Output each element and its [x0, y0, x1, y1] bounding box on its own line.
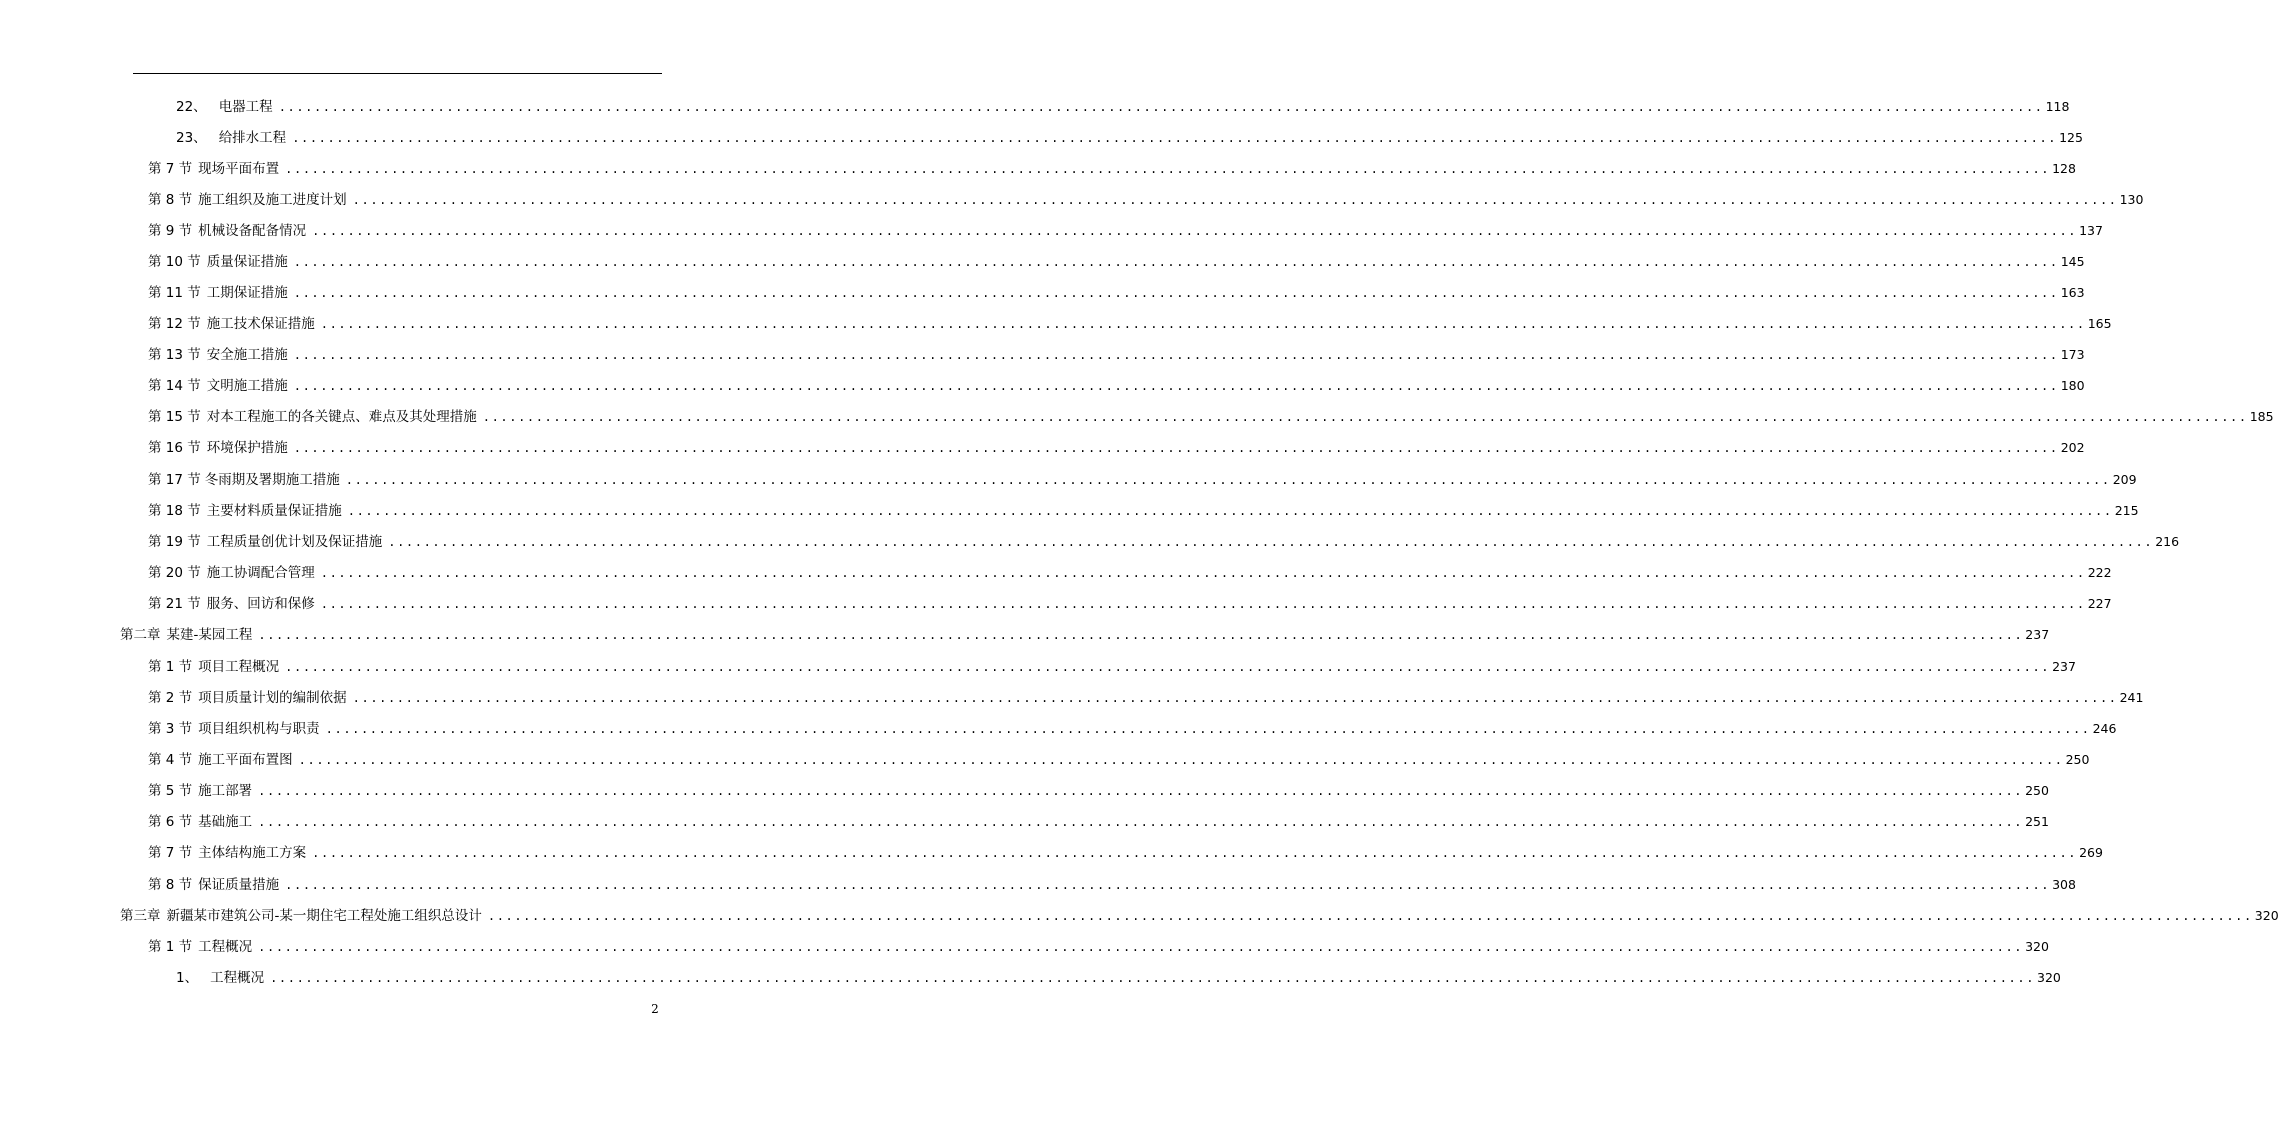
toc-entry[interactable]	[148, 250, 2085, 270]
toc-entry-number: 第 8 节	[148, 192, 193, 208]
toc-leader-dots: ........................................................................................................................................................................................................	[388, 535, 2154, 549]
toc-entry[interactable]	[148, 405, 2274, 425]
toc-entry-number: 第三章	[120, 908, 161, 924]
toc-leader-dots: ........................................................................................................................................................................................................	[293, 441, 2059, 455]
toc-entry-page: 237	[2052, 659, 2076, 674]
toc-entry-number: 第 2 节	[148, 690, 193, 706]
toc-entry-number: 第 12 节	[148, 316, 201, 332]
toc-entry-page: 227	[2087, 596, 2112, 611]
toc-entry-page: 251	[2025, 814, 2049, 829]
toc-entry-number: 第 15 节	[148, 409, 201, 425]
toc-entry-title: 施工协调配合管理	[206, 565, 315, 581]
toc-entry-page: 137	[2079, 223, 2103, 238]
toc-entry[interactable]	[148, 530, 2180, 550]
toc-entry-page: 173	[2060, 347, 2085, 362]
toc-entry-title: 项目质量计划的编制依据	[198, 690, 347, 706]
toc-entry[interactable]	[148, 779, 2049, 799]
toc-leader-dots: ........................................................................................................................................................................................................	[258, 940, 2024, 954]
toc-leader-dots: ........................................................................................................................................................................................................	[293, 348, 2059, 362]
toc-entry-number: 第 1 节	[148, 659, 193, 675]
toc-leader-dots: ........................................................................................................................................................................................................	[320, 317, 2086, 331]
toc-entry-title: 机械设备配备情况	[198, 223, 307, 239]
toc-entry[interactable]	[148, 717, 2117, 737]
header-rule	[133, 73, 662, 74]
toc-entry-title: 工程质量创优计划及保证措施	[206, 534, 383, 550]
toc-entry-number: 第 19 节	[148, 534, 201, 550]
toc-leader-dots: ........................................................................................................................................................................................................	[345, 473, 2111, 487]
toc-entry-number: 第二章	[120, 627, 161, 643]
toc-entry-page: 128	[2052, 161, 2076, 176]
toc-entry-title: 安全施工措施	[206, 347, 288, 363]
toc-entry-number: 第 21 节	[148, 596, 201, 612]
toc-leader-dots: ........................................................................................................................................................................................................	[298, 753, 2064, 767]
toc-entry-page: 320	[2254, 908, 2279, 923]
toc-entry[interactable]	[148, 468, 2137, 488]
toc-leader-dots: ........................................................................................................................................................................................................	[293, 255, 2059, 269]
toc-leader-dots: ........................................................................................................................................................................................................	[285, 660, 2051, 674]
toc-entry-page: 308	[2052, 877, 2076, 892]
toc-entry-number: 第 13 节	[148, 347, 201, 363]
toc-entry-number: 第 6 节	[148, 814, 193, 830]
toc-entry-title: 施工技术保证措施	[206, 316, 315, 332]
toc-leader-dots: ........................................................................................................................................................................................................	[285, 162, 2051, 176]
toc-leader-dots: ........................................................................................................................................................................................................	[352, 193, 2118, 207]
toc-leader-dots: ........................................................................................................................................................................................................	[285, 878, 2051, 892]
toc-entry-page: 145	[2060, 254, 2085, 269]
toc-entry-number: 第 17 节	[148, 472, 201, 488]
toc-entry-title: 对本工程施工的各关键点、难点及其处理措施	[206, 409, 477, 425]
toc-entry-number: 第 1 节	[148, 939, 193, 955]
toc-entry-title: 给排水工程	[218, 130, 287, 146]
toc-entry[interactable]	[148, 561, 2112, 581]
toc-entry[interactable]	[148, 873, 2076, 893]
toc-entry-page: 180	[2060, 378, 2085, 393]
toc-leader-dots: ........................................................................................................................................................................................................	[320, 566, 2086, 580]
toc-entry[interactable]	[148, 436, 2085, 456]
toc-leader-dots: ........................................................................................................................................................................................................	[320, 597, 2086, 611]
toc-entry[interactable]	[148, 810, 2049, 830]
toc-leader-dots: ........................................................................................................................................................................................................	[293, 286, 2059, 300]
toc-leader-dots: ........................................................................................................................................................................................................	[292, 131, 2058, 145]
toc-entry-title: 文明施工措施	[206, 378, 288, 394]
toc-entry-page: 185	[2249, 409, 2274, 424]
toc-entry-number: 第 16 节	[148, 440, 201, 456]
toc-entry-number: 第 7 节	[148, 845, 193, 861]
toc-entry-title: 主体结构施工方案	[198, 845, 307, 861]
toc-entry[interactable]	[148, 748, 2090, 768]
toc-entry-page: 250	[2065, 752, 2090, 767]
toc-entry-page: 216	[2155, 534, 2180, 549]
toc-entry-number: 第 9 节	[148, 223, 193, 239]
toc-entry-title: 基础施工	[198, 814, 253, 830]
toc-entry-number: 23、	[176, 130, 207, 146]
toc-leader-dots: ........................................................................................................................................................................................................	[258, 815, 2024, 829]
toc-entry-number: 第 10 节	[148, 254, 201, 270]
toc-entry[interactable]	[148, 686, 2144, 706]
toc-entry[interactable]	[148, 655, 2076, 675]
toc-leader-dots: ........................................................................................................................................................................................................	[482, 410, 2248, 424]
toc-entry-page: 246	[2092, 721, 2117, 736]
toc-entry-title: 工程概况	[198, 939, 253, 955]
toc-entry[interactable]	[148, 499, 2139, 519]
toc-entry-number: 第 7 节	[148, 161, 193, 177]
page-number: 2	[651, 1002, 659, 1016]
toc-entry-page: 118	[2045, 99, 2070, 114]
toc-leader-dots: ........................................................................................................................................................................................................	[278, 100, 2044, 114]
toc-entry-title: 现场平面布置	[198, 161, 280, 177]
toc-entry-page: 202	[2060, 440, 2085, 455]
toc-leader-dots: ........................................................................................................................................................................................................	[258, 784, 2024, 798]
toc-entry[interactable]	[148, 157, 2076, 177]
toc-entry-title: 服务、回访和保修	[206, 596, 315, 612]
toc-entry-page: 209	[2112, 472, 2137, 487]
toc-entry-number: 第 14 节	[148, 378, 201, 394]
toc-leader-dots: ........................................................................................................................................................................................................	[312, 224, 2078, 238]
toc-leader-dots: ........................................................................................................................................................................................................	[293, 379, 2059, 393]
toc-entry-title: 施工组织及施工进度计划	[198, 192, 347, 208]
toc-entry-page: 269	[2079, 845, 2103, 860]
toc-entry-title: 施工部署	[198, 783, 253, 799]
toc-entry[interactable]	[176, 95, 2070, 115]
toc-leader-dots: ........................................................................................................................................................................................................	[487, 909, 2253, 923]
toc-leader-dots: ........................................................................................................................................................................................................	[347, 504, 2113, 518]
toc-entry-page: 320	[2025, 939, 2049, 954]
toc-entry-title: 项目组织机构与职责	[198, 721, 320, 737]
toc-entry-page: 237	[2025, 627, 2050, 642]
toc-entry-page: 165	[2087, 316, 2112, 331]
toc-entry-title: 项目工程概况	[198, 659, 280, 675]
toc-entry-page: 163	[2060, 285, 2085, 300]
toc-entry-title: 施工平面布置图	[198, 752, 293, 768]
toc-entry[interactable]	[176, 126, 2083, 146]
toc-entry-title: 工期保证措施	[206, 285, 288, 301]
toc-entry-title: 电器工程	[218, 99, 273, 115]
toc-leader-dots: ........................................................................................................................................................................................................	[325, 722, 2091, 736]
toc-entry[interactable]	[148, 188, 2144, 208]
toc-entry-page: 130	[2119, 192, 2144, 207]
toc-leader-dots: ........................................................................................................................................................................................................	[270, 971, 2036, 985]
toc-entry[interactable]	[176, 966, 2061, 986]
toc-entry-number: 第 3 节	[148, 721, 193, 737]
toc-leader-dots: ........................................................................................................................................................................................................	[258, 628, 2024, 642]
toc-entry-title: 工程概况	[210, 970, 265, 986]
toc-entry-number: 22、	[176, 99, 207, 115]
toc-entry-title: 新疆某市建筑公司-某一期住宅工程处施工组织总设计	[166, 908, 482, 924]
toc-entry[interactable]	[148, 592, 2112, 612]
toc-entry-number: 第 20 节	[148, 565, 201, 581]
toc-entry[interactable]	[148, 841, 2103, 861]
toc-entry-number: 1、	[176, 970, 199, 986]
toc-chapter-entry[interactable]	[120, 904, 2279, 924]
toc-leader-dots: ........................................................................................................................................................................................................	[312, 846, 2078, 860]
toc-entry-title: 某建-某园工程	[166, 627, 253, 643]
toc-entry-title: 冬雨期及署期施工措施	[204, 472, 340, 488]
toc-entry-page: 250	[2025, 783, 2049, 798]
toc-entry-number: 第 18 节	[148, 503, 201, 519]
toc-entry[interactable]	[148, 219, 2103, 239]
toc-entry[interactable]	[148, 343, 2085, 363]
toc-entry-number: 第 11 节	[148, 285, 201, 301]
toc-entry-page: 320	[2037, 970, 2061, 985]
toc-entry-number: 第 5 节	[148, 783, 193, 799]
toc-entry[interactable]	[148, 374, 2085, 394]
toc-entry-page: 215	[2114, 503, 2139, 518]
toc-entry-page: 125	[2059, 130, 2083, 145]
toc-entry-number: 第 8 节	[148, 877, 193, 893]
toc-entry-title: 主要材料质量保证措施	[206, 503, 342, 519]
toc-entry[interactable]	[148, 312, 2112, 332]
toc-leader-dots: ........................................................................................................................................................................................................	[352, 691, 2118, 705]
toc-entry-title: 环境保护措施	[206, 440, 288, 456]
toc-entry-page: 241	[2119, 690, 2144, 705]
toc-entry[interactable]	[148, 281, 2085, 301]
toc-entry-title: 质量保证措施	[206, 254, 288, 270]
toc-entry-title: 保证质量措施	[198, 877, 280, 893]
toc-chapter-entry[interactable]	[120, 623, 2050, 643]
toc-entry-number: 第 4 节	[148, 752, 193, 768]
toc-entry-page: 222	[2087, 565, 2112, 580]
toc-entry[interactable]	[148, 935, 2049, 955]
